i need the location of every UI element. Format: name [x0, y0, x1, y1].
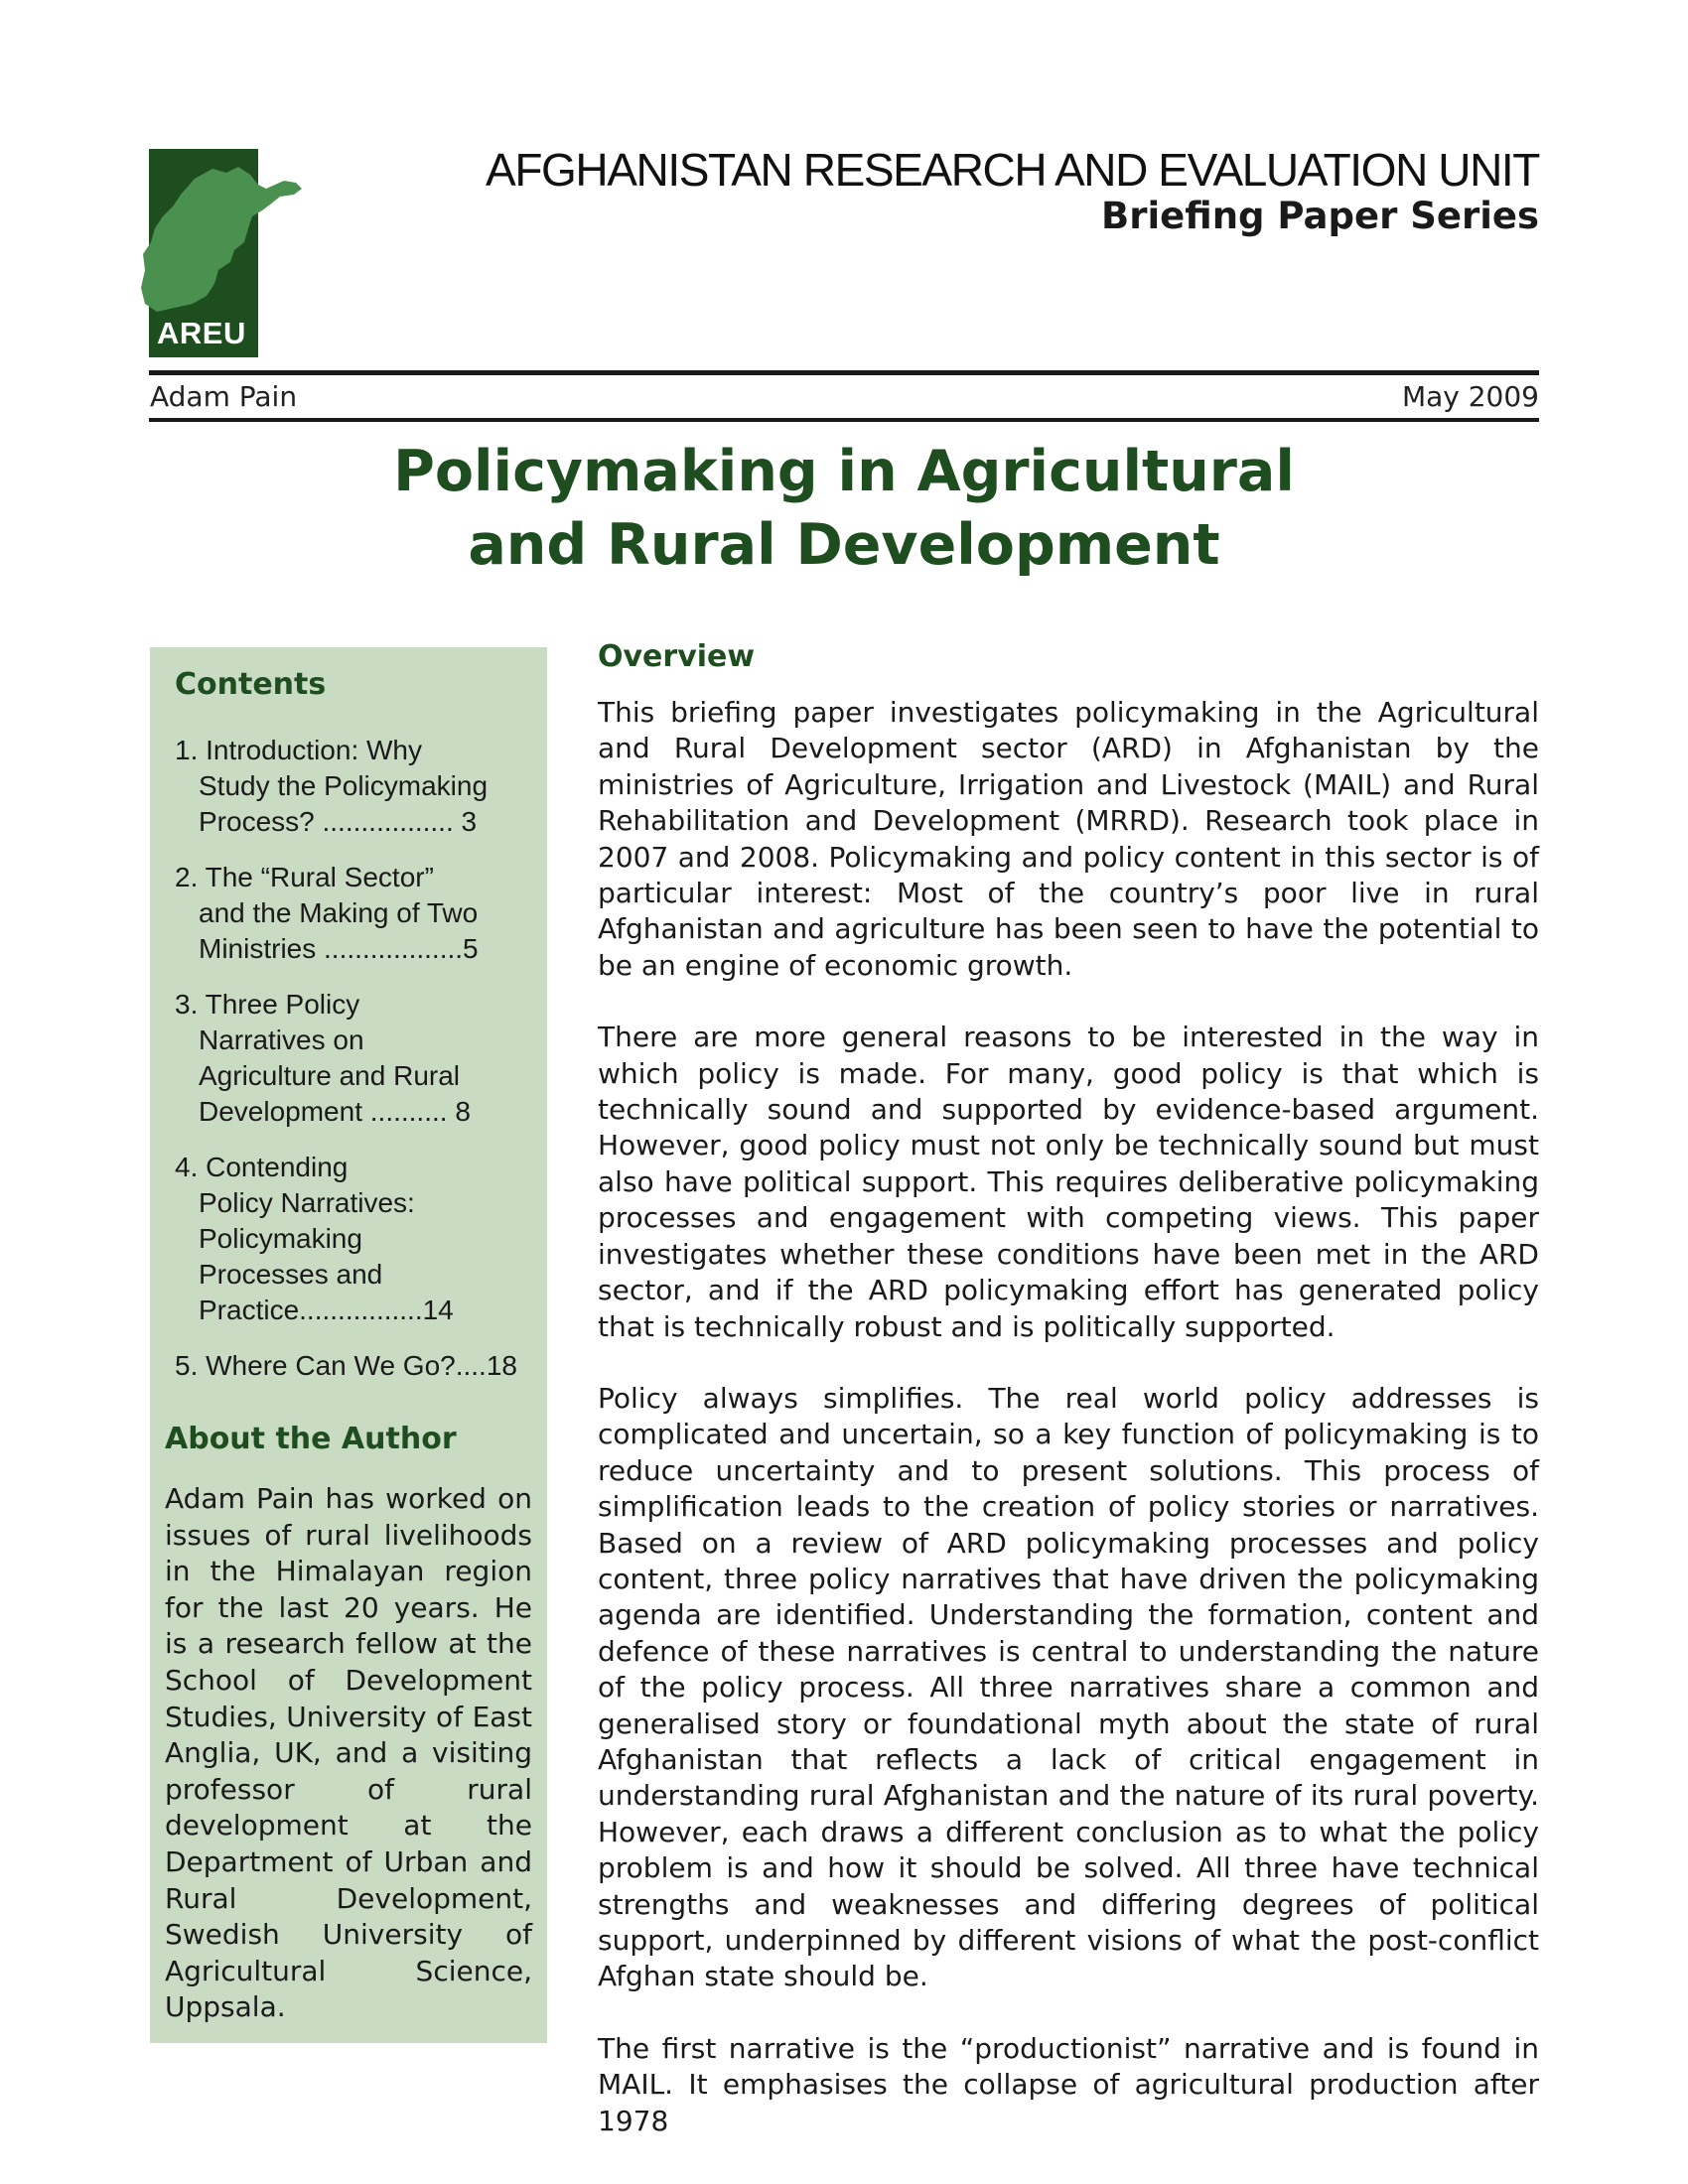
overview-paragraph: The first narrative is the “productionist” narrative and is found in MAIL. It emphasises the collapse of agricultural production after 1978 — [598, 2031, 1539, 2137]
toc-line: Practice................14 — [199, 1295, 454, 1325]
toc-line: 3. Three Policy — [175, 989, 360, 1020]
organization-name: AFGHANISTAN RESEARCH AND EVALUATION UNIT — [486, 144, 1539, 196]
toc-line: Ministries ..................5 — [199, 933, 479, 964]
about-heading: About the Author — [165, 1422, 457, 1456]
toc-line: Processes and — [199, 1259, 383, 1290]
page-title — [149, 435, 1539, 582]
overview-paragraph: This briefing paper investigates policymaking in the Agricultural and Rural Development sector (ARD) in Afghanistan by the ministries of Agriculture, Irrigation and Livestock (MAIL) and Rural Rehabilitation and Development (MRRD). Research took place in 2007 and 2008. Policymaking and policy content in this sector is of particular interest: Most of the country’s poor live in rural Afghanistan and agriculture has been seen to have the potential to be an engine of economic growth. — [598, 696, 1539, 982]
toc-line: 4. Contending — [175, 1152, 349, 1182]
toc-line: Process? ................. 3 — [199, 806, 478, 837]
toc-line: Narratives on — [199, 1024, 364, 1055]
afghanistan-map-icon — [135, 159, 304, 328]
toc-line: Policymaking — [199, 1223, 362, 1254]
toc-line: Development .......... 8 — [199, 1096, 471, 1127]
toc-line: and the Making of Two — [199, 897, 479, 928]
main-content — [598, 695, 1539, 2175]
author-name: Adam Pain — [150, 380, 298, 413]
toc-item[interactable] — [175, 860, 528, 967]
publication-date: May 2009 — [1401, 380, 1539, 413]
table-of-contents — [175, 733, 528, 1404]
toc-item[interactable] — [175, 733, 528, 840]
toc-line: Agriculture and Rural — [199, 1060, 461, 1091]
logo-text: AREU — [157, 316, 246, 350]
toc-line: 1. Introduction: Why — [175, 735, 423, 765]
overview-heading: Overview — [598, 639, 756, 674]
toc-line: 5. Where Can We Go?....18 — [175, 1350, 517, 1381]
toc-item[interactable] — [175, 1150, 528, 1328]
overview-paragraph: Policy always simplifies. The real world policy addresses is complicated and uncertain, so a key function of policymaking is to reduce uncertainty and to present solutions. This process of simplification leads to the creation of policy stories or narratives. Based on a review of ARD policymaking processes and policy content, three policy narratives that have driven the policymaking agenda are identified. Understanding the formation, content and defence of these narratives is central to understanding the nature of the policy process. All three narratives share a common and generalised story or foundational myth about the state of rural Afghanistan that reflects a lack of critical engagement in understanding rural Afghanistan and the nature of its rural poverty. However, each draws a different conclusion as to what the policy problem is and how it should be solved. All three have technical strengths and weaknesses and differing degrees of political support, underpinned by different visions of what the post-conflict Afghan state should be. — [598, 1381, 1539, 1993]
overview-paragraph: There are more general reasons to be interested in the way in which policy is made. For many, good policy is that which is technically sound and supported by evidence-based argument. However, good policy must not only be technically sound but must also have political support. This requires deliberative policymaking processes and engagement with competing views. This paper investigates whether these conditions have been met in the ARD sector, and if the ARD policymaking effort has generated policy that is technically robust and is politically supported. — [598, 1021, 1539, 1343]
about-author-text: Adam Pain has worked on issues of rural livelihoods in the Himalayan region for the last 20 years. He is a research fellow at the School of Development Studies, University of East Anglia, UK, and a visiting professor of rural development at the Department of Urban and Rural Development, Swedish University of Agricultural Science, Uppsala. — [165, 1482, 532, 2024]
toc-line: 2. The “Rural Sector” — [175, 862, 434, 892]
areu-logo — [149, 149, 258, 357]
toc-line: Policy Narratives: — [199, 1187, 415, 1218]
toc-line: Study the Policymaking — [199, 770, 489, 801]
header-rule-top — [149, 370, 1539, 375]
toc-item[interactable] — [175, 987, 528, 1130]
contents-heading: Contents — [175, 667, 327, 702]
title-line-1: Policymaking in Agricultural — [393, 439, 1295, 504]
series-name: Briefing Paper Series — [1101, 195, 1539, 237]
title-line-2: and Rural Development — [468, 512, 1220, 578]
toc-item[interactable] — [175, 1348, 528, 1384]
header-rule-bottom — [149, 418, 1539, 422]
sidebar — [150, 647, 547, 2043]
